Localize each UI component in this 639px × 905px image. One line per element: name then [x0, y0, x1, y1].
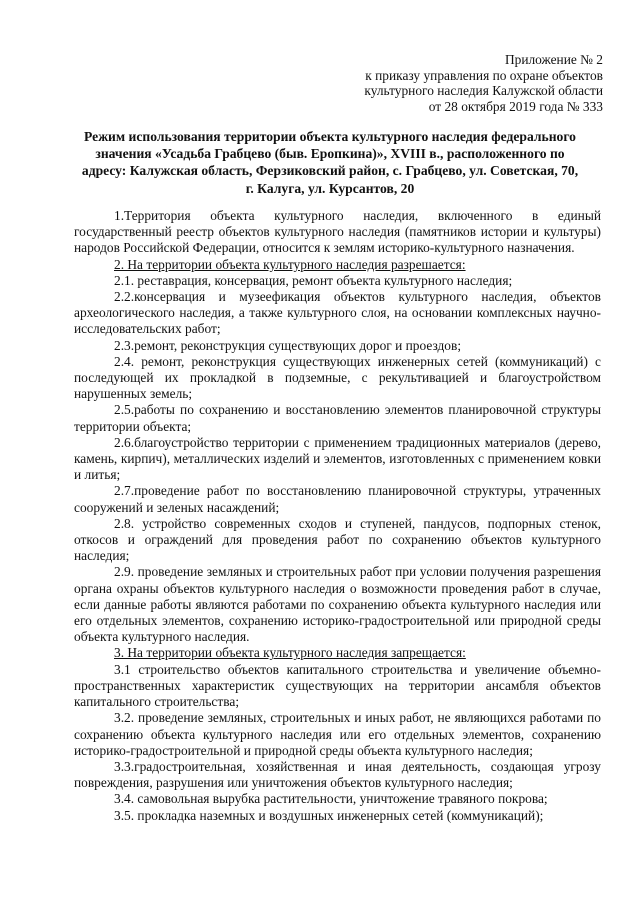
title-line-3: адресу: Калужская область, Ферзиковский район, с. Грабцево, ул. Советская, 70,: [81, 163, 579, 179]
paragraph-2-5: 2.5.работы по сохранению и восстановлению элементов планировочной структуры территории объекта;: [74, 402, 601, 434]
document-title: [70, 128, 590, 197]
paragraph-2-4: 2.4. ремонт, реконструкция существующих инженерных сетей (коммуникаций) с последующей их прокладкой в подземные, с рекультивацией и благоустройством нарушенных земель;: [74, 353, 601, 402]
paragraph-2-7: 2.7.проведение работ по восстановлению планировочной структуры, утраченных сооружений и зеленых насаждений;: [74, 483, 601, 515]
paragraph-2-3: 2.3.ремонт, реконструкция существующих дорог и проездов;: [114, 337, 462, 353]
appendix-header: [364, 52, 603, 114]
section-3-heading: 3. На территории объекта культурного наследия запрещается:: [114, 645, 466, 661]
appendix-line-3: культурного наследия Калужской области: [364, 83, 603, 99]
paragraph-3-5: 3.5. прокладка наземных и воздушных инженерных сетей (коммуникаций);: [114, 807, 544, 823]
paragraph-3-3: 3.3.градостроительная, хозяйственная и иная деятельность, создающая угрозу повреждения, разрушения или уничтожения объектов культурного наследия;: [74, 758, 601, 791]
paragraph-2-8: 2.8. устройство современных сходов и ступеней, пандусов, подпорных стенок, откосов и ограждений для проведения работ по сохранению объектов культурного наследия;: [74, 515, 601, 564]
appendix-line-4: от 28 октября 2019 года № 333: [428, 98, 603, 114]
paragraph-2-2: 2.2.консервация и музеефикация объектов культурного наследия, объектов археологического наследия, а также культурного слоя, на основании комплексных научно-исследовательских работ;: [74, 289, 601, 337]
paragraph-2-1: 2.1. реставрация, консервация, ремонт объекта культурного наследия;: [114, 272, 513, 288]
paragraph-3-1: 3.1 строительство объектов капитального строительства и увеличение объемно-пространственных характеристик существующих на территории ансамбля объектов капитального строительства;: [74, 661, 601, 710]
paragraph-1: 1.Территория объекта культурного наследия, включенного в единый государственный реестр объектов культурного наследия (памятников истории и культуры) народов Российской Федерации, относится к землям историко-культурного назначения.: [74, 208, 601, 256]
appendix-line-1: Приложение № 2: [504, 52, 603, 67]
title-line-2: значения «Усадьба Грабцево (быв. Еропкина)», XVIII в., расположенного по: [95, 146, 565, 162]
paragraph-3-4: 3.4. самовольная вырубка растительности, уничтожение травяного покрова;: [114, 791, 548, 807]
title-line-4: г. Калуга, ул. Курсантов, 20: [245, 180, 415, 196]
paragraph-2-9: 2.9. проведение земляных и строительных работ при условии получения разрешения органа охраны объектов культурного наследия о возможности проведения работ в случае, если данные работы являются работами по сохранению объекта культурного наследия или его отдельных элементов, сохранению историко-градостроительной или природной среды объекта культурного наследия.: [74, 564, 601, 645]
paragraph-2-6: 2.6.благоустройство территории с применением традиционных материалов (дерево, камень, кирпич), металлических изделий и элементов, изготовленных с применением ковки и литья;: [74, 434, 601, 483]
section-2-heading: 2. На территории объекта культурного наследия разрешается:: [114, 256, 466, 272]
appendix-line-2: к приказу управления по охране объектов: [365, 67, 603, 83]
paragraph-3-2: 3.2. проведение земляных, строительных и иных работ, не являющихся работами по сохранению объекта культурного наследия или его отдельных элементов, сохранению историко-градостроительной и природной среды объекта культурного наследия;: [74, 710, 601, 758]
document-body: [74, 208, 601, 824]
title-line-1: Режим использования территории объекта культурного наследия федерального: [84, 129, 576, 144]
